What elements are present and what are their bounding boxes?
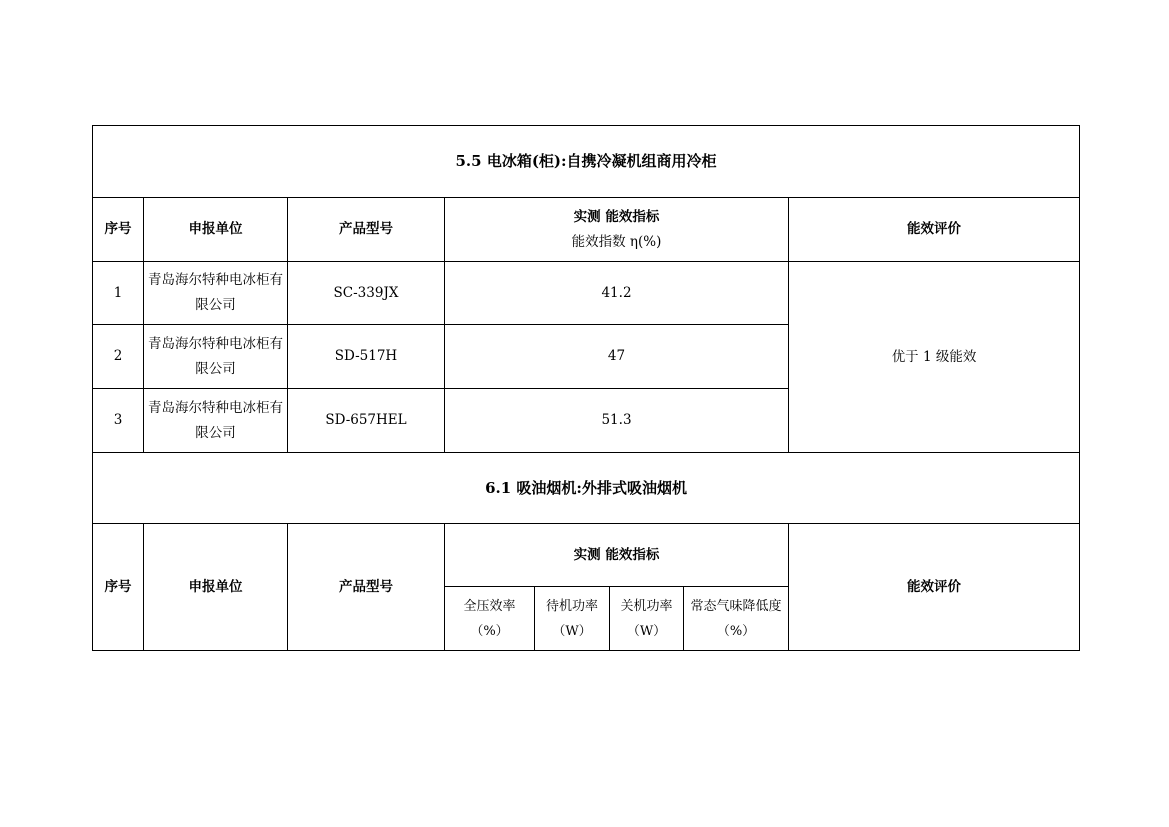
row-model: SD-517H <box>288 325 445 389</box>
header-measured <box>445 198 789 262</box>
row-value: 47 <box>445 325 789 389</box>
row-model: SD-657HEL <box>288 389 445 453</box>
section-title-6-1: 6.1 吸油烟机:外排式吸油烟机 <box>93 453 1080 524</box>
row-unit: 青岛海尔特种电冰柜有限公司 <box>144 262 288 325</box>
header-measured-sub: 能效指数 η(%) <box>571 233 662 250</box>
header-rating: 能效评价 <box>789 524 1080 651</box>
row-model: SC-339JX <box>288 262 445 325</box>
row-value: 51.3 <box>445 389 789 453</box>
subheader-standby-power: 待机功率（W） <box>535 587 610 651</box>
header-measured: 实测 能效指标 <box>445 524 789 587</box>
rating-value: 优于 1 级能效 <box>789 262 1080 453</box>
header-seq: 序号 <box>93 198 144 262</box>
header-model: 产品型号 <box>288 198 445 262</box>
subheader-off-power: 关机功率（W） <box>610 587 684 651</box>
row-seq: 3 <box>93 389 144 453</box>
subheader-total-pressure-efficiency: 全压效率（%） <box>445 587 535 651</box>
header-model: 产品型号 <box>288 524 445 651</box>
subheader-odor-reduction: 常态气味降低度（%） <box>684 587 789 651</box>
header-measured-title: 实测 能效指标 <box>573 208 660 225</box>
header-unit: 申报单位 <box>144 198 288 262</box>
row-seq: 2 <box>93 325 144 389</box>
header-seq: 序号 <box>93 524 144 651</box>
energy-efficiency-table <box>92 125 1080 651</box>
row-unit: 青岛海尔特种电冰柜有限公司 <box>144 325 288 389</box>
section-title-5-5: 5.5 电冰箱(柜):自携冷凝机组商用冷柜 <box>93 126 1080 198</box>
row-seq: 1 <box>93 262 144 325</box>
header-rating: 能效评价 <box>789 198 1080 262</box>
header-unit: 申报单位 <box>144 524 288 651</box>
row-value: 41.2 <box>445 262 789 325</box>
table-row <box>93 262 1080 325</box>
row-unit: 青岛海尔特种电冰柜有限公司 <box>144 389 288 453</box>
